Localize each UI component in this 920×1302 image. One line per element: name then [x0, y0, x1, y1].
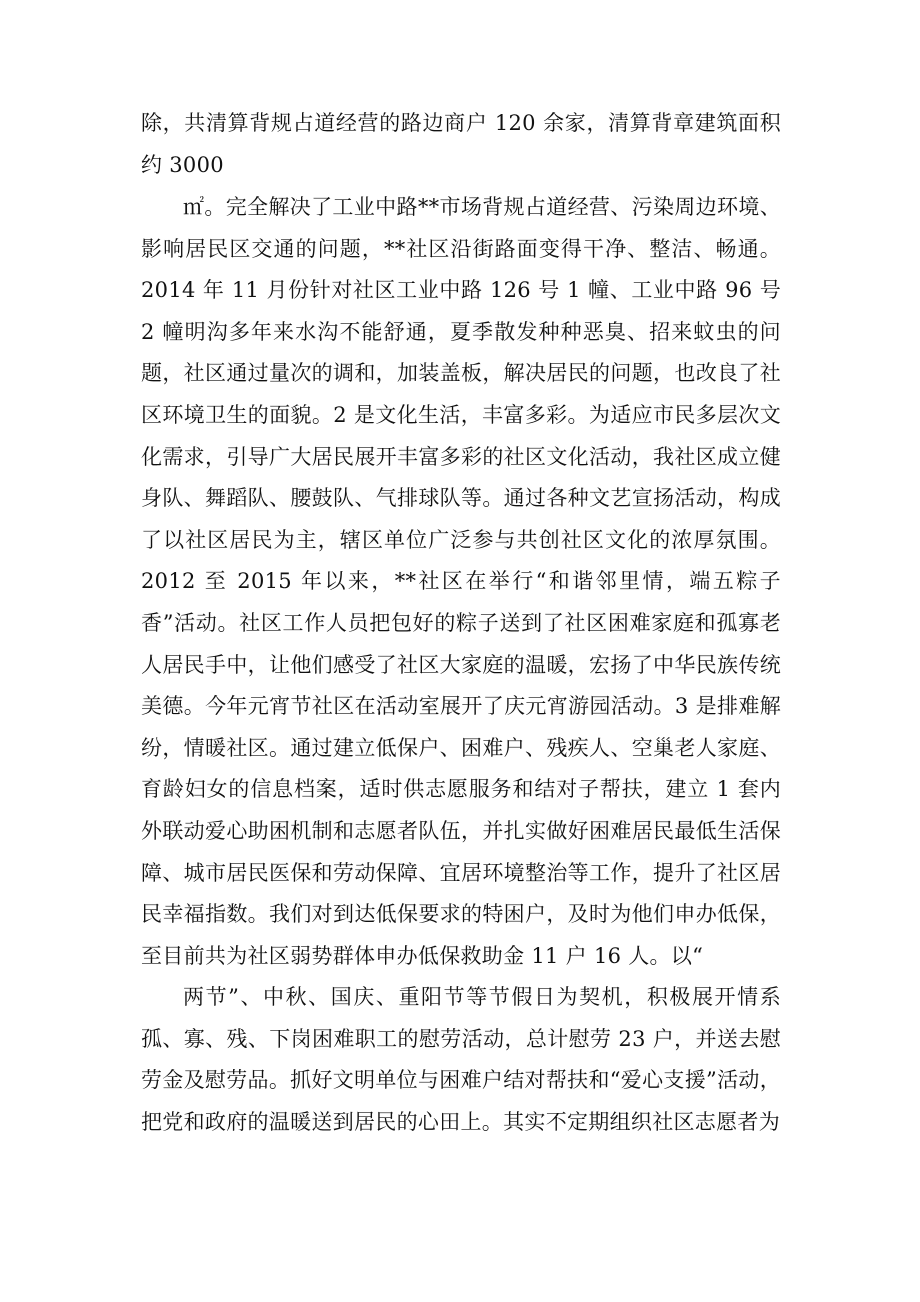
- paragraph-3: 两节”、中秋、国庆、重阳节等节假日为契机，积极展开情系孤、寡、残、下岗困难职工的慰劳活动，总计慰劳 23 户，并送去慰劳金及慰劳品。抓好文明单位与困难户结对帮扶和“爱心支援”活动，把党和政府的温暖送到居民的心田上。其实不定期组织社区志愿者为: [141, 985, 781, 1134]
- paragraph-1: 除，共清算背规占道经营的路边商户 120 余家，清算背章建筑面积约 3000: [141, 111, 781, 177]
- paragraph-2: ㎡。完全解决了工业中路**市场背规占道经营、污染周边环境、影响居民区交通的问题，**社区沿街路面变得干净、整洁、畅通。2014 年 11 月份针对社区工业中路 126 号 1 幢、工业中路 96 号 2 幢明沟多年来水沟不能舒通，夏季散发种种恶臭、招来蚊虫的问题，社区通过量次的调和，加装盖板，解决居民的问题，也改良了社区环境卫生的面貌。2 是文化生活，丰富多彩。为适应市民多层次文化需求，引导广大居民展开丰富多彩的社区文化活动，我社区成立健身队、舞蹈队、腰鼓队、气排球队等。通过各种文艺宣扬活动，构成了以社区居民为主，辖区单位广泛参与共创社区文化的浓厚氛围。2012 至 2015 年以来，**社区在举行“和谐邻里情，端五粽子香”活动。社区工作人员把包好的粽子送到了社区困难家庭和孤寡老人居民手中，让他们感受了社区大家庭的温暖，宏扬了中华民族传统美德。今年元宵节社区在活动室展开了庆元宵游园活动。3 是排难解纷，情暖社区。通过建立低保户、困难户、残疾人、空巢老人家庭、育龄妇女的信息档案，适时供志愿服务和结对子帮扶，建立 1 套内外联动爱心助困机制和志愿者队伍，并扎实做好困难居民最低生活保障、城市居民医保和劳动保障、宜居环境整治等工作，提升了社区居民幸福指数。我们对到达低保要求的特困户，及时为他们申办低保，至目前共为社区弱势群体申办低保救助金 11 户 16 人。以“: [141, 195, 781, 968]
